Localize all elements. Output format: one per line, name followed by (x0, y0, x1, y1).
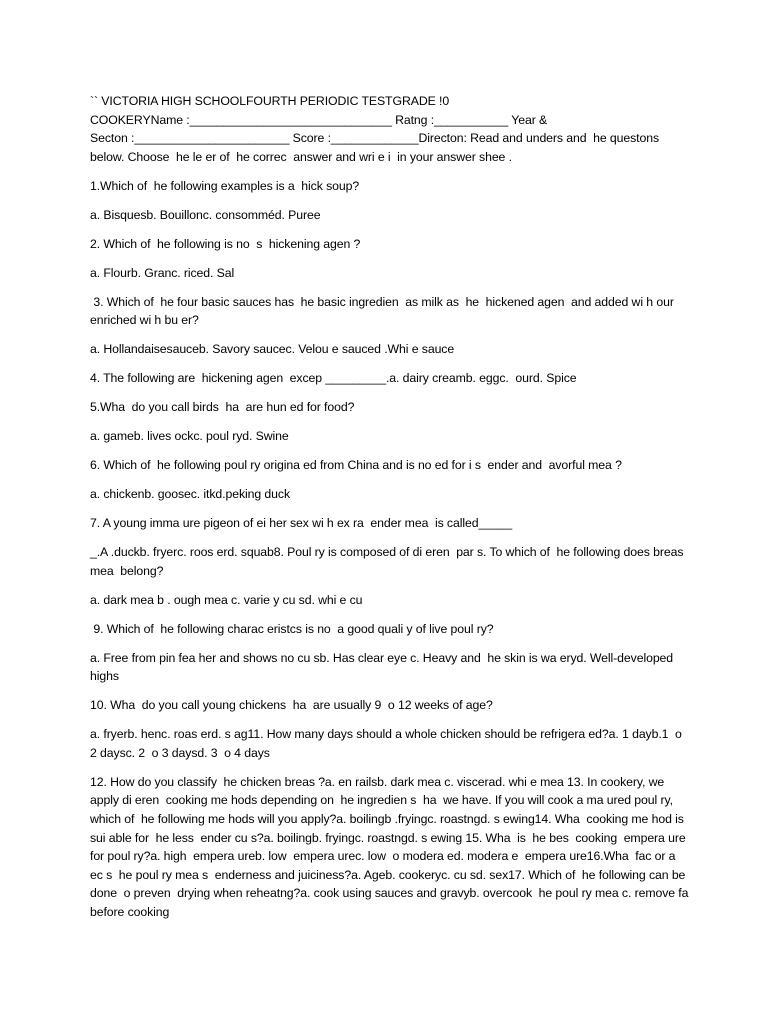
question-1: 1.Which of he following examples is a hick soup? (90, 178, 360, 193)
name-rating-year-line: COOKERYName :______________________________ Ratng :___________ Year & (90, 112, 548, 127)
question-6: 6. Which of he following poul ry origina ed from China and is no ed for i s ender and avorful mea ? (90, 458, 622, 473)
choices-9: a. Free from pin fea her and shows no cu sb. Has clear eye c. Heavy and he skin is wa eryd. Well-developed highs (90, 650, 680, 684)
choices-3: a. Hollandaisesauceb. Savory saucec. Velou e sauced .Whi e sauce (90, 342, 455, 357)
test-document (90, 92, 695, 922)
section-score-directions: Secton :_______________________ Score :_____________Directon: Read and unders and he questons below. Choose he le er of he correc answer and wri e i in your answer shee . (90, 131, 663, 164)
choices-1: a. Bisquesb. Bouillonc. consomméd. Puree (90, 207, 321, 222)
choices-2: a. Flourb. Granc. riced. Sal (90, 265, 235, 280)
question-7: 7. A young imma ure pigeon of ei her sex wi h ex ra ender mea is called_____ (90, 516, 513, 531)
document-title: `` VICTORIA HIGH SCHOOLFOURTH PERIODIC TESTGRADE !0 (90, 94, 450, 108)
questions-12-to-17: 12. How do you classify he chicken breas ?a. en railsb. dark mea c. viscerad. whi e mea 13. In cookery, we apply di eren cooking me hods depending on he ingredien s ha we have. If you will cook a ma ured poul ry, which of he following me hods will you apply?a. boilingb .fryingc. roastngd. s ewing14. Wha cooking me hod is sui able for he less ender cu s?a. boilingb. fryingc. roastngd. s ewing 15. Wha is he bes cooking empera ure for poul ry?a. high empera ureb. low empera urec. low o modera ed. modera e empera ure16.Wha fac or a ec s he poul ry mea s enderness and juiciness?a. Ageb. cookeryc. cu sd. sex17. Which of he following can be done o preven drying when reheatng?a. cook using sauces and gravyb. overcook he poul ry mea c. remove fa before cooking (90, 774, 695, 920)
question-5: 5.Wha do you call birds ha are hun ed for food? (90, 400, 355, 415)
question-3: 3. Which of he four basic sauces has he basic ingredien as milk as he hickened agen and added wi h our enriched wi h bu er? (90, 294, 678, 328)
choices-6: a. chickenb. goosec. itkd.peking duck (90, 487, 291, 502)
question-4: 4. The following are hickening agen excep _________.a. dairy creamb. eggc. ourd. Spice (90, 371, 577, 386)
question-2: 2. Which of he following is no s hickening agen ? (90, 236, 361, 251)
question-9: 9. Which of he following charac eristcs is no a good quali y of live poul ry? (90, 621, 494, 636)
question-10: 10. Wha do you call young chickens ha are usually 9 o 12 weeks of age? (90, 698, 493, 713)
choices-8: a. dark mea b . ough mea c. varie y cu sd. whi e cu (90, 592, 363, 607)
choices-7-question-8: _.A .duckb. fryerc. roos erd. squab8. Poul ry is composed of di eren par s. To which of he following does breas mea belong? (90, 545, 691, 578)
choices-5: a. gameb. lives ockc. poul ryd. Swine (90, 429, 289, 444)
choices-10-question-11: a. fryerb. henc. roas erd. s ag11. How many days should a whole chicken should be refrigera ed?a. 1 dayb.1 o 2 daysc. 2 o 3 daysd. 3 o 4 days (90, 727, 686, 760)
